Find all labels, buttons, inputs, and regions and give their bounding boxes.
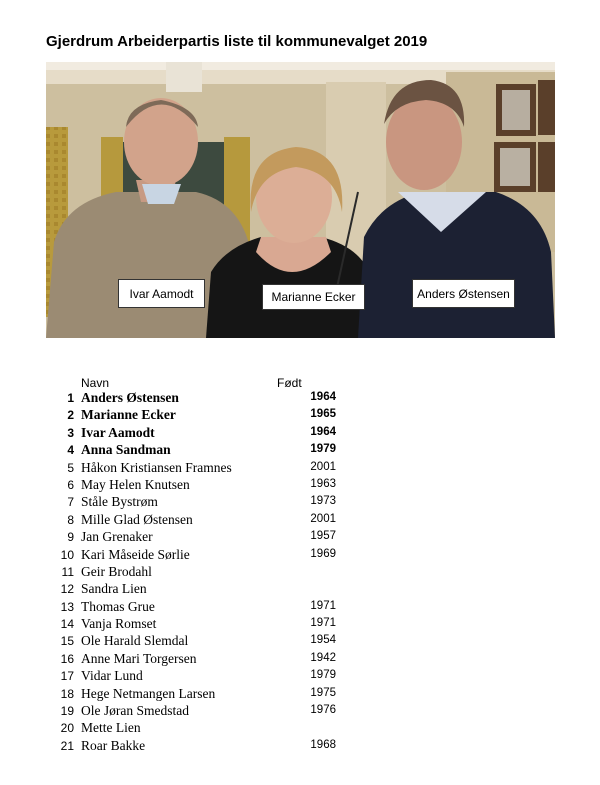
candidate-name: Anders Østensen (81, 390, 179, 405)
candidate-number: 19 (60, 704, 74, 719)
candidate-row (0, 686, 600, 703)
candidate-name: Håkon Kristiansen Framnes (81, 459, 232, 475)
candidate-name: Mille Glad Østensen (81, 511, 193, 527)
candidate-birth-year: 1976 (310, 704, 336, 717)
candidate-birth-year: 1942 (310, 651, 336, 664)
candidate-name: Marianne Ecker (81, 407, 176, 423)
candidate-row (0, 442, 600, 459)
candidate-name: Vanja Romset (81, 616, 157, 632)
photo-label-anders: Anders Østensen (412, 279, 515, 308)
candidate-number: 12 (60, 582, 74, 597)
candidate-name: Sandra Lien (81, 581, 147, 597)
candidate-birth-year: 1965 (310, 408, 336, 421)
candidate-name: Anna Sandman (81, 442, 171, 458)
candidate-name: Ståle Bystrøm (81, 494, 158, 510)
candidate-row (0, 425, 600, 442)
candidate-birth-year: 1971 (310, 599, 336, 612)
candidate-row (0, 599, 600, 616)
candidate-row (0, 581, 600, 598)
photo-label-marianne: Marianne Ecker (262, 284, 365, 310)
candidate-row (0, 633, 600, 650)
candidate-number: 9 (67, 530, 74, 545)
candidate-birth-year: 2001 (310, 460, 336, 473)
candidate-number: 16 (60, 651, 74, 666)
candidate-name: Kari Måseide Sørlie (81, 546, 190, 562)
candidate-row (0, 529, 600, 546)
candidate-birth-year: 1971 (310, 617, 336, 630)
column-header-name: Navn (81, 376, 110, 390)
candidate-row (0, 494, 600, 511)
candidate-row (0, 651, 600, 668)
candidate-number: 2 (67, 408, 74, 423)
candidate-birth-year: 1963 (310, 477, 336, 490)
candidate-number: 20 (60, 721, 74, 736)
candidate-number: 21 (60, 738, 74, 753)
candidate-row (0, 547, 600, 564)
candidate-number: 15 (60, 634, 74, 649)
candidate-birth-year: 1973 (310, 495, 336, 508)
candidate-list (0, 390, 600, 755)
candidate-name: May Helen Knutsen (81, 476, 190, 492)
candidate-number: 13 (60, 599, 74, 614)
candidate-birth-year: 1975 (310, 686, 336, 699)
candidate-name: Ivar Aamodt (81, 424, 155, 440)
candidate-number: 7 (67, 495, 74, 510)
candidate-birth-year: 1979 (310, 443, 336, 456)
candidate-row (0, 564, 600, 581)
candidate-number: 17 (60, 669, 74, 684)
candidate-row (0, 616, 600, 633)
candidate-name: Ole Jøran Smedstad (81, 703, 189, 719)
candidate-row (0, 738, 600, 755)
candidate-row (0, 512, 600, 529)
candidate-birth-year: 1979 (310, 669, 336, 682)
candidate-number: 10 (60, 547, 74, 562)
page-title: Gjerdrum Arbeiderpartis liste til kommunevalget 2019 (46, 33, 428, 50)
candidate-name: Thomas Grue (81, 598, 155, 614)
candidate-birth-year: 1954 (310, 634, 336, 647)
candidate-name: Roar Bakke (81, 737, 146, 753)
candidate-birth-year: 1964 (310, 425, 336, 438)
candidate-number: 5 (67, 460, 74, 475)
candidate-number: 3 (67, 425, 74, 440)
candidate-name: Anne Mari Torgersen (81, 650, 197, 666)
candidate-birth-year: 1964 (310, 391, 336, 403)
candidate-name: Geir Brodahl (81, 563, 152, 579)
candidate-row (0, 407, 600, 424)
candidate-number: 18 (60, 686, 74, 701)
candidate-number: 14 (60, 617, 74, 632)
candidate-birth-year: 1969 (310, 547, 336, 560)
photo-label-ivar: Ivar Aamodt (118, 279, 205, 308)
candidate-number: 11 (61, 564, 74, 579)
candidate-number: 8 (67, 512, 74, 527)
candidate-name: Ole Harald Slemdal (81, 633, 189, 649)
candidate-row (0, 460, 600, 477)
candidate-row (0, 668, 600, 685)
candidate-name: Mette Lien (81, 720, 141, 736)
candidate-name: Jan Grenaker (81, 529, 153, 545)
candidate-number: 1 (67, 391, 74, 405)
candidate-birth-year: 1968 (310, 738, 336, 751)
candidate-row (0, 477, 600, 494)
candidate-birth-year: 2001 (310, 512, 336, 525)
candidate-row (0, 720, 600, 737)
candidate-number: 4 (67, 443, 74, 458)
candidate-name: Vidar Lund (81, 668, 143, 684)
candidate-name: Hege Netmangen Larsen (81, 685, 216, 701)
candidate-number: 6 (67, 477, 74, 492)
candidate-row (0, 390, 600, 407)
candidate-birth-year: 1957 (310, 530, 336, 543)
column-header-born: Født (277, 376, 302, 390)
candidate-row (0, 703, 600, 720)
